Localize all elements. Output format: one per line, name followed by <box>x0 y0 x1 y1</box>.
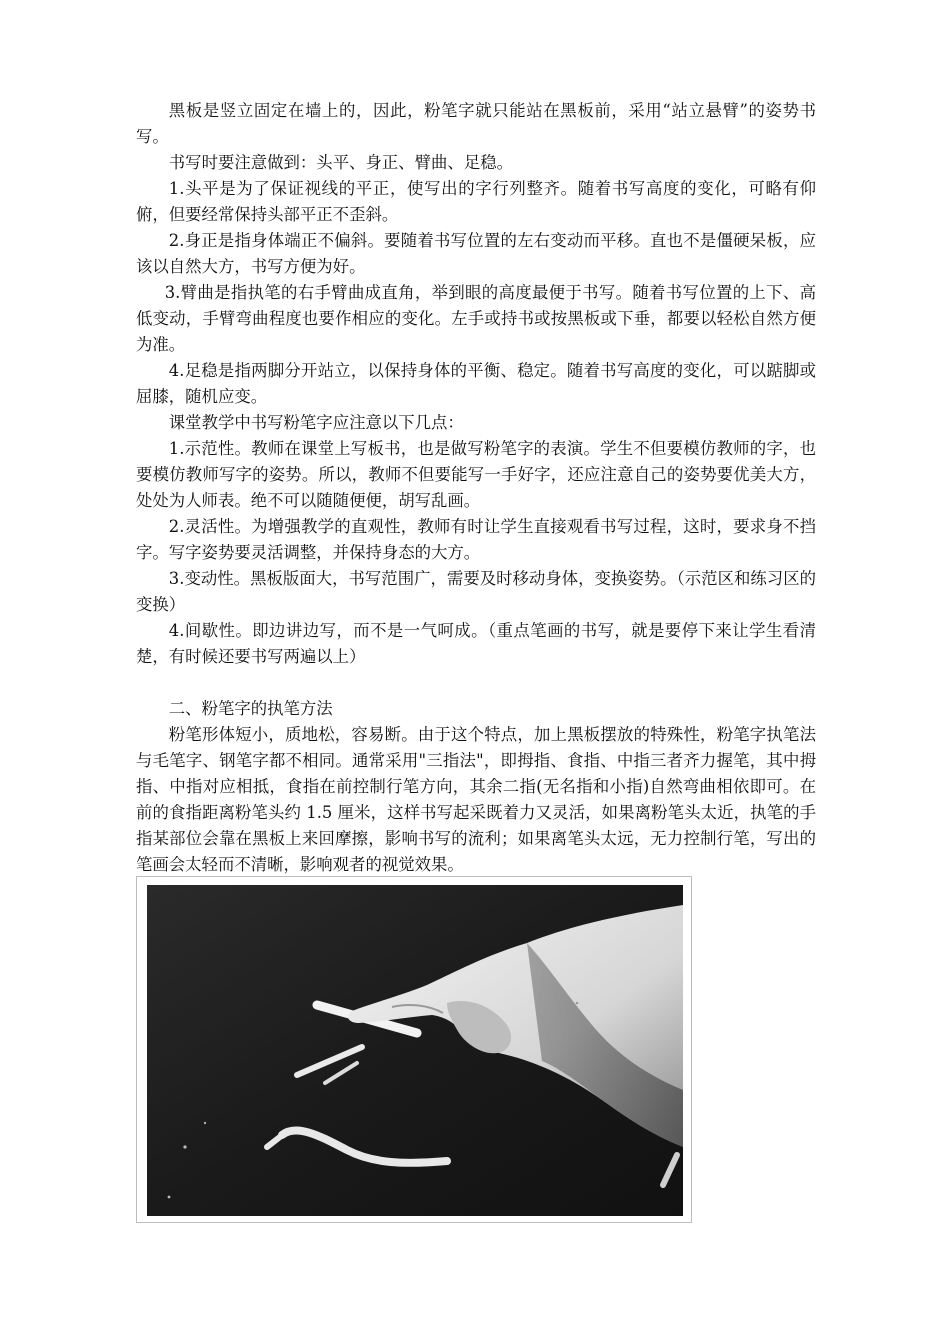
paragraph-arm-bent: 3.臂曲是指执笔的右手臂曲成直角，举到眼的高度最便于书写。随着书写位置的上下、高低变动，手臂弯曲程度也要作相应的变化。左手或持书或按黑板或下垂，都要以轻松自然方便为准。 <box>136 283 816 354</box>
paragraph-requirements: 书写时要注意做到：头平、身正、臂曲、足稳。 <box>168 153 513 172</box>
section-heading: 二、粉笔字的执笔方法 <box>168 699 333 718</box>
paragraph-holding-method: 粉笔形体短小，质地松，容易断。由于这个特点，加上黑板摆放的特殊性，粉笔字执笔法与毛笔字、钢笔字都不相同。通常采用"三指法"，即拇指、食指、中指三者齐力握笔，其中拇指、中指对应相抵，食指在前控制行笔方向，其余二指(无名指和小指)自然弯曲相依即可。在前的食指距离粉笔头约 1.5 厘米，这样书写起采既着力又灵活，如果离粉笔头太近，执笔的手指某部位会靠在黑板上来回摩擦，影响书写的流利；如果离笔头太远，无力控制行笔，写出的笔画会太轻而不清晰，影响观者的视觉效果。 <box>136 725 816 874</box>
paragraph-intermittence: 4.间歇性。即边讲边写，而不是一气呵成。（重点笔画的书写，就是要停下来让学生看清楚，有时候还要书写两遍以上） <box>136 621 816 666</box>
paragraph-demonstration: 1.示范性。教师在课堂上写板书，也是做写粉笔字的表演。学生不但要模仿教师的字，也要模仿教师写字的姿势。所以，教师不但要能写一手好字，还应注意自己的姿势要优美大方，处处为人师表。绝不可以随随便便，胡写乱画。 <box>136 439 816 510</box>
paragraph-feet-steady: 4.足稳是指两脚分开站立，以保持身体的平衡、稳定。随着书写高度的变化，可以踮脚或屈膝，随机应变。 <box>136 361 816 406</box>
paragraph-posture-intro: 黑板是竖立固定在墙上的，因此，粉笔字就只能站在黑板前，采用“站立悬臂”的姿势书写。 <box>136 101 816 146</box>
paragraph-body-upright: 2.身正是指身体端正不偏斜。要随着书写位置的左右变动而平移。直也不是僵硬呆板，应该以自然大方，书写方便为好。 <box>136 231 816 276</box>
board-speck <box>204 1122 206 1124</box>
chalk-grip-photo <box>136 876 692 1223</box>
paragraph-classroom-points: 课堂教学中书写粉笔字应注意以下几点： <box>168 413 464 432</box>
board-speck <box>183 1145 186 1148</box>
chalk-grip-illustration <box>147 885 683 1216</box>
paragraph-mobility: 3.变动性。黑板版面大，书写范围广，需要及时移动身体，变换姿势。（示范区和练习区的变换） <box>136 569 816 614</box>
document-body <box>136 98 816 878</box>
board-speck <box>576 1002 579 1005</box>
board-speck <box>168 1196 171 1199</box>
paragraph-flexibility: 2.灵活性。为增强教学的直观性，教师有时让学生直接观看书写过程，这时，要求身不挡字。写字姿势要灵活调整，并保持身态的大方。 <box>136 517 816 562</box>
paragraph-head-level: 1.头平是为了保证视线的平正，使写出的字行列整齐。随着书写高度的变化，可略有仰俯，但要经常保持头部平正不歪斜。 <box>136 179 816 224</box>
